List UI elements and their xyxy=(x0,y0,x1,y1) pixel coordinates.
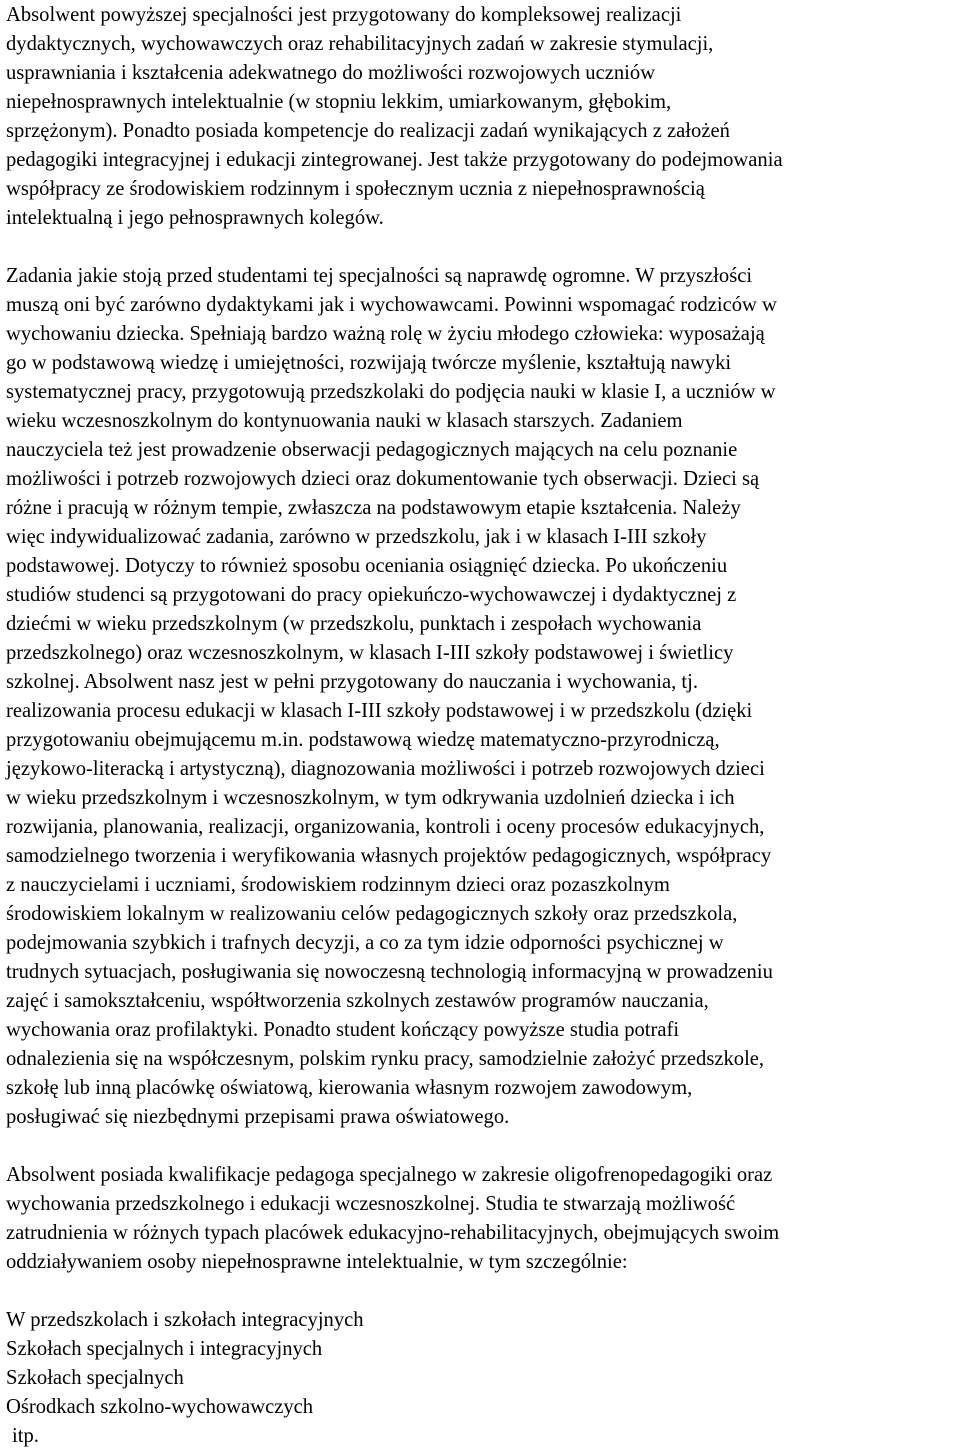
text-line: przedszkolnego) oraz wczesnoszkolnym, w klasach I-III szkoły podstawowej i świetlicy xyxy=(6,642,734,664)
list-item: Szkołach specjalnych i integracyjnych xyxy=(6,1338,323,1360)
text-line: odnalezienia się na współczesnym, polskim rynku pracy, samodzielnie założyć przedszkole, xyxy=(6,1048,765,1070)
text-line: trudnych sytuacjach, posługiwania się nowoczesną technologią informacyjną w prowadzeniu xyxy=(6,961,773,983)
text-line: usprawniania i kształcenia adekwatnego do możliwości rozwojowych uczniów xyxy=(6,62,656,84)
text-line: niepełnosprawnych intelektualnie (w stopniu lekkim, umiarkowanym, głębokim, xyxy=(6,91,672,113)
text-line: dydaktycznych, wychowawczych oraz rehabilitacyjnych zadań w zakresie stymulacji, xyxy=(6,33,714,55)
list-item: itp. xyxy=(12,1425,39,1447)
text-line: środowiskiem lokalnym w realizowaniu celów pedagogicznych szkoły oraz przedszkola, xyxy=(6,903,738,925)
list-item: W przedszkolach i szkołach integracyjnych xyxy=(6,1309,364,1331)
text-line: nauczyciela też jest prowadzenie obserwacji pedagogicznych mających na celu poznanie xyxy=(6,439,738,461)
list-item: Szkołach specjalnych xyxy=(6,1367,184,1389)
text-line: zajęć i samokształceniu, współtworzenia szkolnych zestawów programów nauczania, xyxy=(6,990,709,1012)
text-line: współpracy ze środowiskiem rodzinnym i społecznym ucznia z niepełnosprawnością xyxy=(6,178,705,200)
text-line: realizowania procesu edukacji w klasach I-III szkoły podstawowej i w przedszkolu (dzięki xyxy=(6,700,753,722)
text-line: Absolwent powyższej specjalności jest przygotowany do kompleksowej realizacji xyxy=(6,4,682,26)
text-line: wychowania przedszkolnego i edukacji wczesnoszkolnej. Studia te stwarzają możliwość xyxy=(6,1193,736,1215)
text-line: intelektualną i jego pełnosprawnych kolegów. xyxy=(6,207,384,229)
text-line: samodzielnego tworzenia i weryfikowania własnych projektów pedagogicznych, współpracy xyxy=(6,845,772,867)
workplace-list xyxy=(6,1306,950,1451)
text-line: podstawowej. Dotyczy to również sposobu oceniania osiągnięć dziecka. Po ukończeniu xyxy=(6,555,728,577)
text-line: zatrudnienia w różnych typach placówek edukacyjno-rehabilitacyjnych, obejmujących swoim xyxy=(6,1222,780,1244)
text-line: wieku wczesnoszkolnym do kontynuowania nauki w klasach starszych. Zadaniem xyxy=(6,410,683,432)
text-line: możliwości i potrzeb rozwojowych dzieci oraz dokumentowanie tych obserwacji. Dzieci są xyxy=(6,468,760,490)
text-line: szkołę lub inną placówkę oświatową, kierowania własnym rozwojem zawodowym, xyxy=(6,1077,693,1099)
text-line: z nauczycielami i uczniami, środowiskiem rodzinnym dzieci oraz pozaszkolnym xyxy=(6,874,670,896)
paragraph-qualifications xyxy=(6,1161,950,1277)
text-line: muszą oni być zarówno dydaktykami jak i wychowawcami. Powinni wspomagać rodziców w xyxy=(6,294,777,316)
text-line: różne i pracują w różnym tempie, zwłaszcza na podstawowym etapie kształcenia. Należy xyxy=(6,497,741,519)
paragraph-intro xyxy=(6,1,950,233)
text-line: przygotowaniu obejmującemu m.in. podstawową wiedzę matematyczno-przyrodniczą, xyxy=(6,729,720,751)
text-line: studiów studenci są przygotowani do pracy opiekuńczo-wychowawczej i dydaktycznej z xyxy=(6,584,737,606)
text-line: systematycznej pracy, przygotowują przedszkolaki do podjęcia nauki w klasie I, a uczniów w xyxy=(6,381,776,403)
text-line: więc indywidualizować zadania, zarówno w przedszkolu, jak i w klasach I-III szkoły xyxy=(6,526,707,548)
text-line: Zadania jakie stoją przed studentami tej specjalności są naprawdę ogromne. W przyszłości xyxy=(6,265,753,287)
text-line: podejmowania szybkich i trafnych decyzji, a co za tym idzie odporności psychicznej w xyxy=(6,932,724,954)
text-line: językowo-literacką i artystyczną), diagnozowania możliwości i potrzeb rozwojowych dzieci xyxy=(6,758,765,780)
text-line: Absolwent posiada kwalifikacje pedagoga specjalnego w zakresie oligofrenopedagogiki oraz xyxy=(6,1164,773,1186)
text-line: wychowania oraz profilaktyki. Ponadto student kończący powyższe studia potrafi xyxy=(6,1019,680,1041)
text-line: go w podstawową wiedzę i umiejętności, rozwijają twórcze myślenie, kształtują nawyki xyxy=(6,352,732,374)
text-line: oddziaływaniem osoby niepełnosprawne intelektualnie, w tym szczególnie: xyxy=(6,1251,628,1273)
text-line: sprzężonym). Ponadto posiada kompetencje do realizacji zadań wynikających z założeń xyxy=(6,120,730,142)
text-line: rozwijania, planowania, realizacji, organizowania, kontroli i oceny procesów edukacyjnych, xyxy=(6,816,765,838)
list-item: Ośrodkach szkolno-wychowawczych xyxy=(6,1396,314,1418)
paragraph-tasks xyxy=(6,262,950,1132)
text-line: posługiwać się niezbędnymi przepisami prawa oświatowego. xyxy=(6,1106,510,1128)
text-line: wychowaniu dziecka. Spełniają bardzo ważną rolę w życiu młodego człowieka: wyposażają xyxy=(6,323,765,345)
text-line: w wieku przedszkolnym i wczesnoszkolnym, w tym odkrywania uzdolnień dziecka i ich xyxy=(6,787,735,809)
text-line: pedagogiki integracyjnej i edukacji zintegrowanej. Jest także przygotowany do podejmowania xyxy=(6,149,783,171)
text-line: szkolnej. Absolwent nasz jest w pełni przygotowany do nauczania i wychowania, tj. xyxy=(6,671,699,693)
text-line: dziećmi w wieku przedszkolnym (w przedszkolu, punktach i zespołach wychowania xyxy=(6,613,702,635)
